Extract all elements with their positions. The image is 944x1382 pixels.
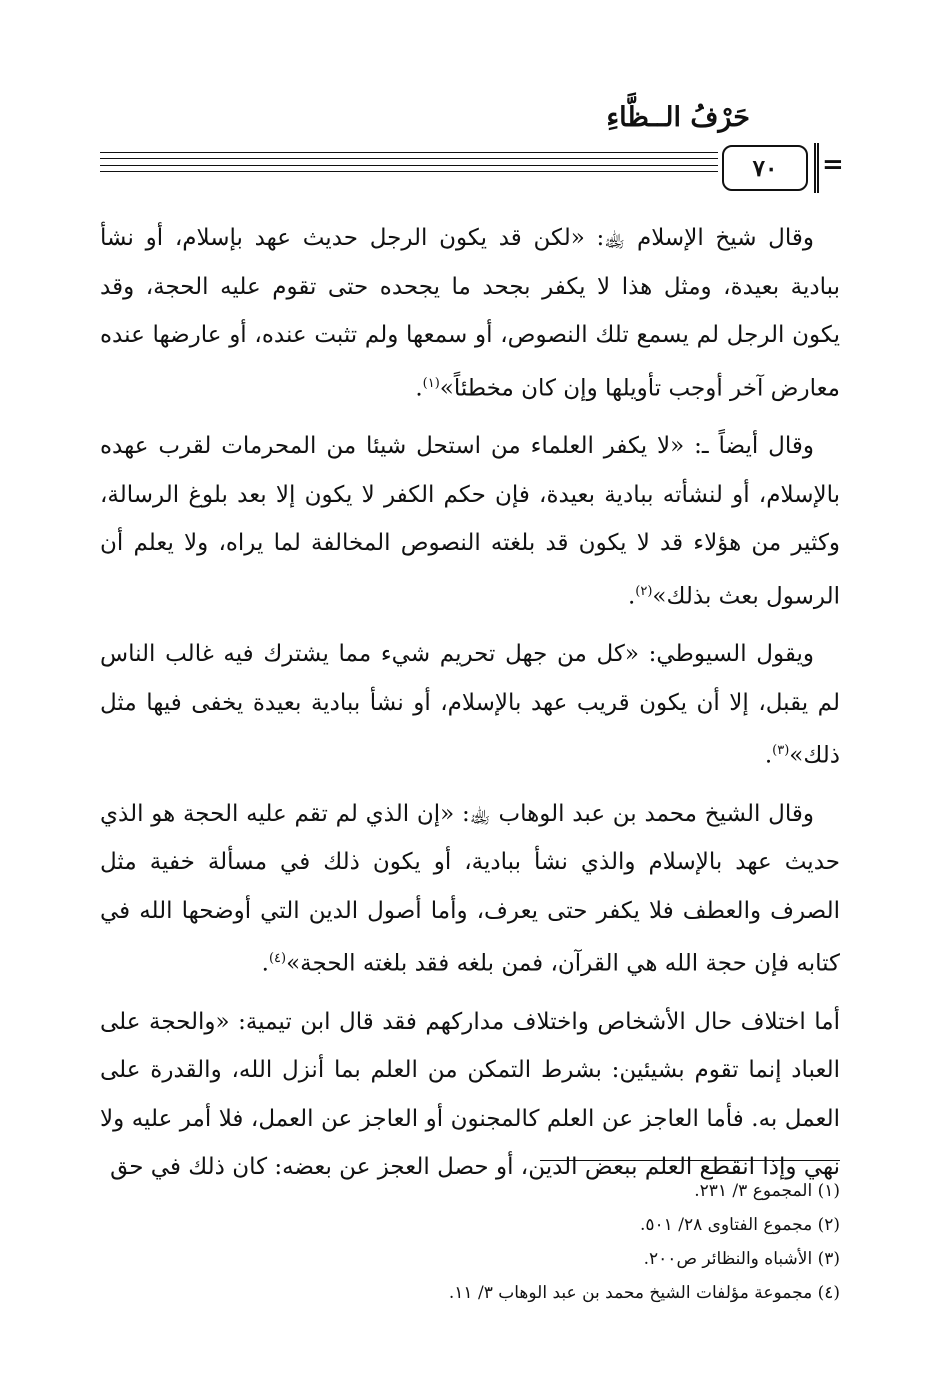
main-text	[100, 214, 840, 1201]
header-rule	[100, 171, 718, 172]
header-rule	[100, 165, 718, 166]
footnote-ref: (٣)	[772, 743, 790, 759]
page-number-ornament	[814, 143, 819, 193]
footnote-ref: (٤)	[268, 951, 287, 967]
footnote: (٢) مجموع الفتاوى ٢٨/ ٥٠١.	[639, 1215, 840, 1235]
footnotes	[100, 1174, 840, 1310]
footnote: (١) المجموع ٣/ ٢٣١.	[694, 1181, 840, 1201]
paragraph: وقال أيضاً ـ: «لا يكفر العلماء من استحل شيئا من المحرمات لقرب عهده بالإسلام، أو لنشأته ببادية بعيدة، فإن حكم الكفر لا يكون إلا بعد بلوغ الرسالة، وكثير من هؤلاء قد لا يكون قد بلغته النصوص المخالفة لما يراه، ولا يعلم أن الرسول بعث بذلك»$^{(٢)}$.	[100, 433, 840, 610]
footnote: (٤) مجموعة مؤلفات الشيخ محمد بن عبد الوهاب ٣/ ١١.	[448, 1283, 840, 1303]
chapter-title: حَرْفُ الــظَّاءِ	[606, 102, 750, 133]
header-rule	[100, 158, 718, 159]
footnote: (٣) الأشباه والنظائر ص٢٠٠.	[643, 1249, 840, 1269]
paragraph: ويقول السيوطي: «كل من جهل تحريم شيء مما يشترك فيه غالب الناس لم يقبل، إلا أن يكون قريب عهد بالإسلام، أو نشأ ببادية بعيدة يخفى فيها مثل ذلك»$^{(٣)}$.	[100, 641, 840, 769]
footnote-ref: (١)	[422, 375, 440, 391]
footnote-ref: (٢)	[635, 583, 653, 599]
paragraph: وقال الشيخ محمد بن عبد الوهاب ﵀: «إن الذي لم تقم عليه الحجة هو الذي حديث عهد بالإسلام والذي نشأ ببادية، أو يكون ذلك في مسألة خفية مثل الصرف والعطف فلا يكفر حتى يعرف، وأما أصول الدين التي أوضحها الله في كتابه فإن حجة الله هي القرآن، فمن بلغه فقد بلغته الحجة»$^{(٤)}$.	[100, 800, 840, 977]
header-ornament: =	[822, 150, 844, 180]
paragraph: أما اختلاف حال الأشخاص واختلاف مداركهم فقد قال ابن تيمية: «والحجة على العباد إنما تقوم بشيئين: بشرط التمكن من العلم بما أنزل الله، والقدرة على العمل به. فأما العاجز عن العلم كالمجنون أو العاجز عن العمل، فلا أمر عليه ولا نهي وإذا انقطع العلم ببعض الدين، أو حصل العجز عن بعضه: كان ذلك في حق	[100, 1008, 840, 1181]
page-number: ٧٠	[722, 145, 808, 191]
header-rule	[100, 152, 718, 153]
footnote-separator	[540, 1160, 840, 1161]
paragraph: وقال شيخ الإسلام ﵀: «لكن قد يكون الرجل حديث عهد بإسلام، أو نشأ ببادية بعيدة، ومثل هذا لا يكفر بجحد ما يجحده حتى تقوم عليه الحجة، وقد يكون الرجل لم يسمع تلك النصوص، أو سمعها ولم تثبت عنده، أو عارضها عنده معارض آخر أوجب تأويلها وإن كان مخطئاً»$^{(١)}$.	[100, 225, 840, 402]
